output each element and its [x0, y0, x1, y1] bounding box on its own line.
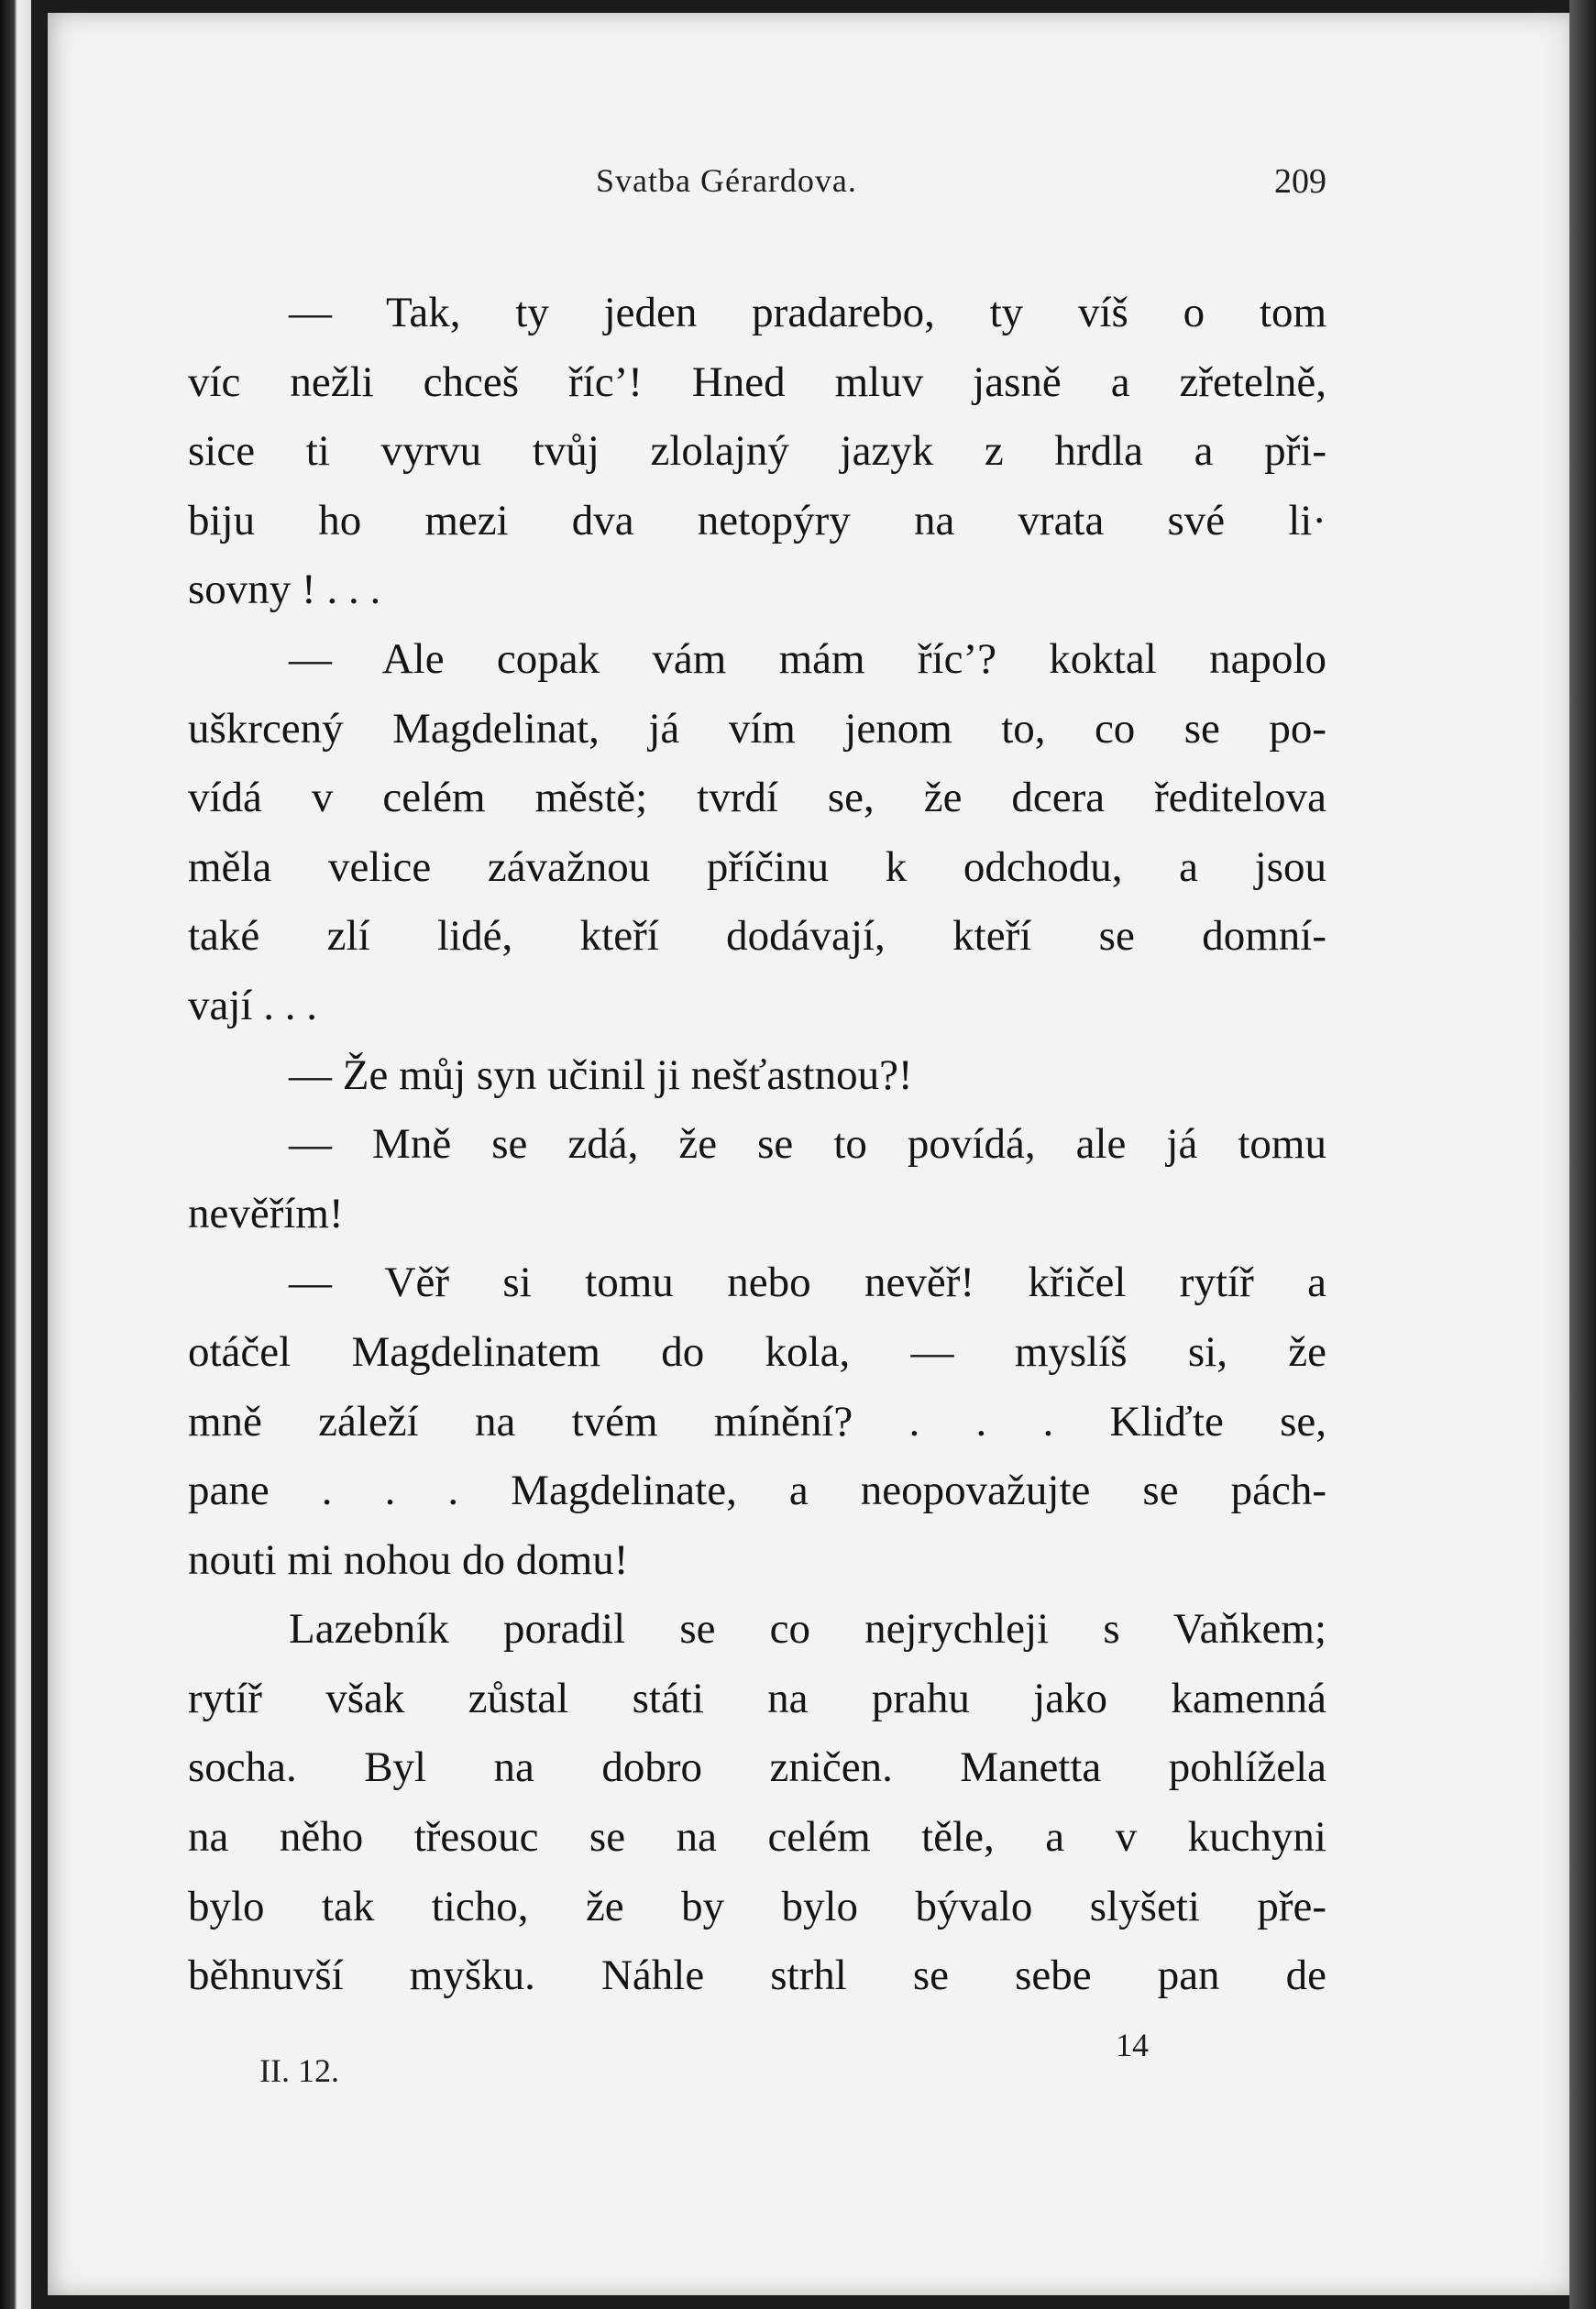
text-line-content: Lazebník poradil se co nejrychleji s Vaňkem; [289, 1605, 1326, 1654]
text-line-content: bylo tak ticho, že by bylo bývalo slyšeti pře- [188, 1882, 1326, 1930]
text-line [188, 695, 1326, 764]
text-line-content: měla velice závažnou příčinu k odchodu, a jsou [188, 842, 1326, 891]
text-line-content: — Ale copak vám mám říc’? koktal napolo [289, 634, 1326, 683]
book-spine-edge [0, 0, 31, 2309]
text-line-content: — Mně se zdá, že se to povídá, ale já tomu [289, 1120, 1326, 1169]
text-line [188, 1180, 1326, 1249]
text-line-content: sovny ! . . . [188, 566, 381, 614]
text-line [188, 348, 1326, 418]
page-header [188, 161, 1326, 216]
text-line [188, 1041, 1326, 1111]
text-line [188, 1733, 1326, 1803]
text-line-content: víc nežli chceš říc’! Hned mluv jasně a zřetelně, [188, 357, 1326, 406]
page-number: 209 [1274, 162, 1326, 201]
running-title: Svatba Gérardova. [596, 162, 857, 199]
text-line-content: nouti mi nohou do domu! [188, 1535, 629, 1584]
text-line [188, 833, 1326, 903]
text-line-content: na něho třesouc se na celém těle, a v kuchyni [188, 1813, 1326, 1862]
text-line-content: rytíř však zůstal státi na prahu jako kamenná [188, 1674, 1326, 1722]
text-line [188, 555, 1326, 625]
text-line [188, 279, 1326, 348]
text-line-content: nevěřím! [188, 1189, 344, 1237]
printer-signature-mark: II. 12. [259, 2052, 339, 2089]
text-line-content: vají . . . [188, 981, 317, 1029]
text-line-content: socha. Byl na dobro zničen. Manetta pohlížela [188, 1743, 1326, 1792]
text-line [188, 1318, 1326, 1388]
text-line [188, 1248, 1326, 1318]
body-text [188, 279, 1326, 2011]
text-line-content: otáčel Magdelinatem do kola, — myslíš si, že [188, 1327, 1326, 1376]
text-line [188, 1388, 1326, 1457]
text-line [188, 625, 1326, 695]
page-right-shadow [1569, 0, 1596, 2309]
text-line-content: sice ti vyrvu tvůj zlolajný jazyk z hrdla a při- [188, 427, 1326, 476]
text-line [188, 1941, 1326, 2011]
text-line-content: také zlí lidé, kteří dodávají, kteří se domní- [188, 912, 1326, 961]
text-line [188, 1873, 1326, 1942]
text-line [188, 1803, 1326, 1873]
text-line-content: — Věř si tomu nebo nevěř! křičel rytíř a [289, 1259, 1326, 1307]
sheet-number: 14 [1116, 2027, 1149, 2063]
text-line [188, 1457, 1326, 1526]
text-line [188, 417, 1326, 487]
text-line-content: — Tak, ty jeden pradarebo, ty víš o tom [289, 289, 1326, 336]
text-line-content: biju ho mezi dva netopýry na vrata své li· [188, 496, 1326, 544]
text-line-content: pane . . . Magdelinate, a neopovažujte se pách- [188, 1467, 1326, 1515]
text-line [188, 902, 1326, 972]
text-line [188, 1595, 1326, 1665]
text-line-content: běhnuvší myšku. Náhle strhl se sebe pan de [188, 1952, 1326, 2000]
text-line-content: uškrcený Magdelinat, já vím jenom to, co se po- [188, 704, 1326, 753]
text-line [188, 1526, 1326, 1596]
text-line [188, 764, 1326, 833]
text-line-content: mně záleží na tvém mínění? . . . Kliďte se, [188, 1397, 1326, 1446]
text-line [188, 1665, 1326, 1734]
text-line [188, 487, 1326, 556]
text-line-content: vídá v celém městě; tvrdí se, že dcera ředitelova [188, 774, 1326, 822]
text-line [188, 972, 1326, 1041]
text-line [188, 1110, 1326, 1180]
page-footer [188, 2026, 1326, 2089]
text-line-content: — Že můj syn učinil ji nešťastnou?! [289, 1050, 913, 1099]
